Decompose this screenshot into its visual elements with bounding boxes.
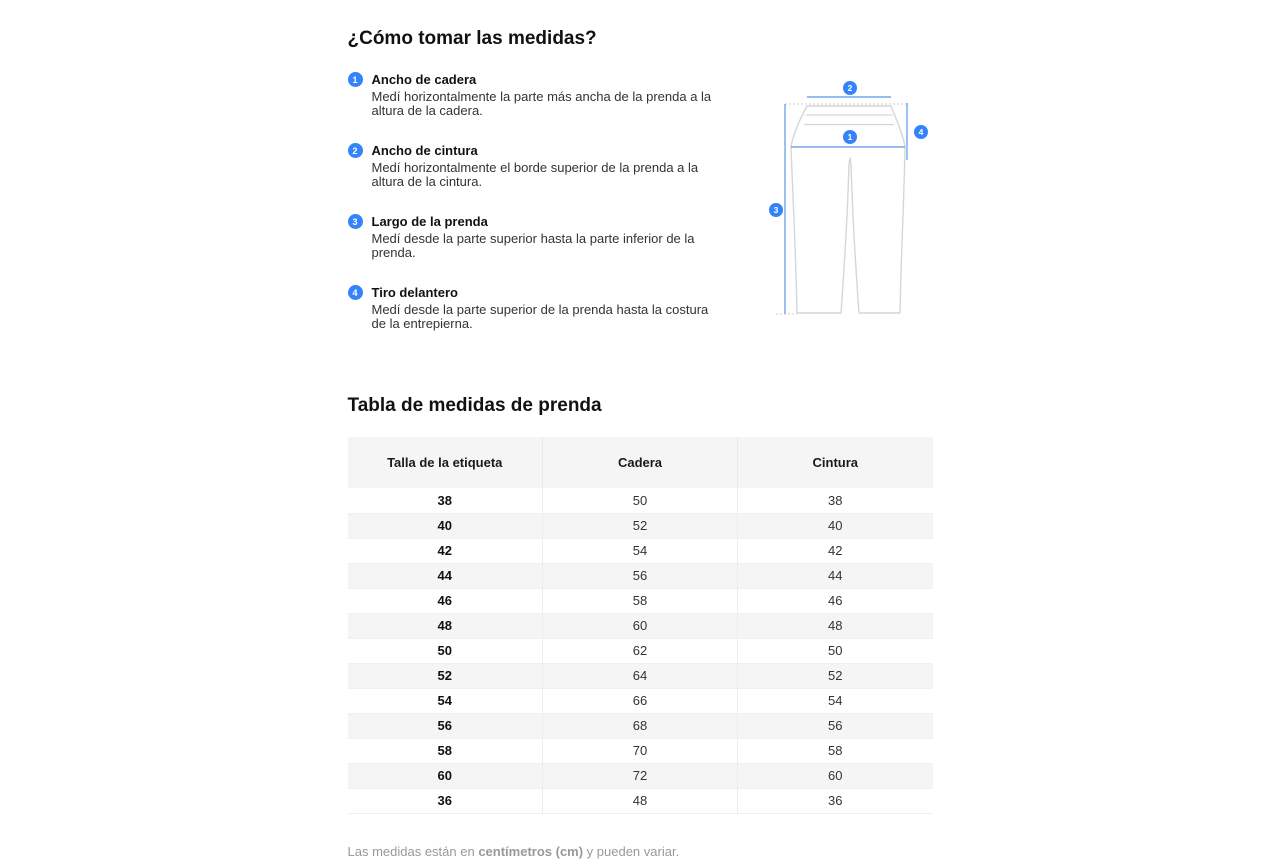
size-table-row [348,788,933,813]
cell-cadera: 60 [543,613,738,638]
step-description: Medí horizontalmente el borde superior de la prenda a la altura de la cintura. [371,160,699,189]
cell-size-label: 48 [348,613,543,638]
cell-cintura: 44 [738,563,933,588]
size-table-row [348,613,933,638]
size-table-row [348,738,933,763]
size-table-row [348,563,933,588]
column-header: Cintura [738,437,933,488]
size-table-body [348,488,933,813]
step-description: Medí desde la parte superior hasta la parte inferior de la prenda. [371,231,695,260]
units-note-prefix: Las medidas están en [347,843,479,859]
cell-cintura: 38 [738,488,933,513]
svg-text:3: 3 [773,205,778,215]
cell-cintura: 56 [738,713,933,738]
step-label: Ancho de cintura [371,143,478,158]
size-table-row [348,663,933,688]
column-header: Talla de la etiqueta [348,437,543,488]
pants-diagram-svg [763,76,933,321]
step-label: Tiro delantero [371,285,458,300]
how-to-measure-section [348,27,933,356]
how-to-title: ¿Cómo tomar las medidas? [347,28,597,49]
size-table-row [348,513,933,538]
column-header: Cadera [543,437,738,488]
svg-text:1: 1 [847,132,852,142]
cell-size-label: 46 [348,588,543,613]
units-note-bold: centímetros (cm) [478,843,584,859]
cell-cintura: 54 [738,688,933,713]
diagram-marker-2 [843,81,857,95]
svg-text:4: 4 [918,127,923,137]
size-table-row [348,488,933,513]
pants-diagram [763,76,933,356]
step-description: Medí horizontalmente la parte más ancha de la prenda a la altura de la cadera. [371,89,712,118]
cell-cadera: 70 [543,738,738,763]
cell-size-label: 50 [348,638,543,663]
cell-cadera: 54 [543,538,738,563]
size-table-row [348,588,933,613]
cell-size-label: 42 [348,538,543,563]
cell-cintura: 52 [738,663,933,688]
measure-step [348,143,718,189]
cell-cadera: 50 [543,488,738,513]
size-table-title: Tabla de medidas de prenda [347,395,602,416]
size-table [348,437,933,814]
measure-step [348,285,718,331]
cell-size-label: 58 [348,738,543,763]
measure-step [348,72,718,118]
cell-size-label: 40 [348,513,543,538]
cell-cadera: 58 [543,588,738,613]
cell-cadera: 48 [543,788,738,813]
cell-cadera: 66 [543,688,738,713]
step-description: Medí desde la parte superior de la prenda hasta la costura de la entrepierna. [371,302,709,331]
svg-text:2: 2 [847,83,852,93]
units-note [348,844,933,859]
cell-cintura: 46 [738,588,933,613]
steps-list [348,72,718,356]
step-number-badge: 4 [348,285,363,300]
cell-size-label: 44 [348,563,543,588]
cell-cadera: 52 [543,513,738,538]
size-table-section [348,394,933,859]
cell-size-label: 36 [348,788,543,813]
cell-size-label: 38 [348,488,543,513]
size-table-header-row [348,437,933,488]
size-table-row [348,538,933,563]
step-label: Ancho de cadera [371,72,477,87]
cell-cadera: 62 [543,638,738,663]
how-to-body [348,72,933,356]
units-note-suffix: y pueden variar. [583,843,680,859]
diagram-marker-1 [843,130,857,144]
step-number-badge: 1 [348,72,363,87]
size-guide-page [348,0,933,859]
cell-cintura: 42 [738,538,933,563]
cell-cintura: 36 [738,788,933,813]
cell-size-label: 54 [348,688,543,713]
cell-cintura: 40 [738,513,933,538]
measure-step [348,214,718,260]
cell-cintura: 48 [738,613,933,638]
size-table-row [348,638,933,663]
size-table-row [348,713,933,738]
cell-cadera: 64 [543,663,738,688]
diagram-marker-4 [914,125,928,139]
cell-size-label: 52 [348,663,543,688]
cell-cintura: 60 [738,763,933,788]
cell-cintura: 58 [738,738,933,763]
step-label: Largo de la prenda [371,214,488,229]
cell-cadera: 72 [543,763,738,788]
cell-cadera: 68 [543,713,738,738]
cell-cintura: 50 [738,638,933,663]
size-table-row [348,688,933,713]
diagram-marker-3 [769,203,783,217]
cell-cadera: 56 [543,563,738,588]
cell-size-label: 60 [348,763,543,788]
size-table-row [348,763,933,788]
step-number-badge: 3 [348,214,363,229]
cell-size-label: 56 [348,713,543,738]
step-number-badge: 2 [348,143,363,158]
